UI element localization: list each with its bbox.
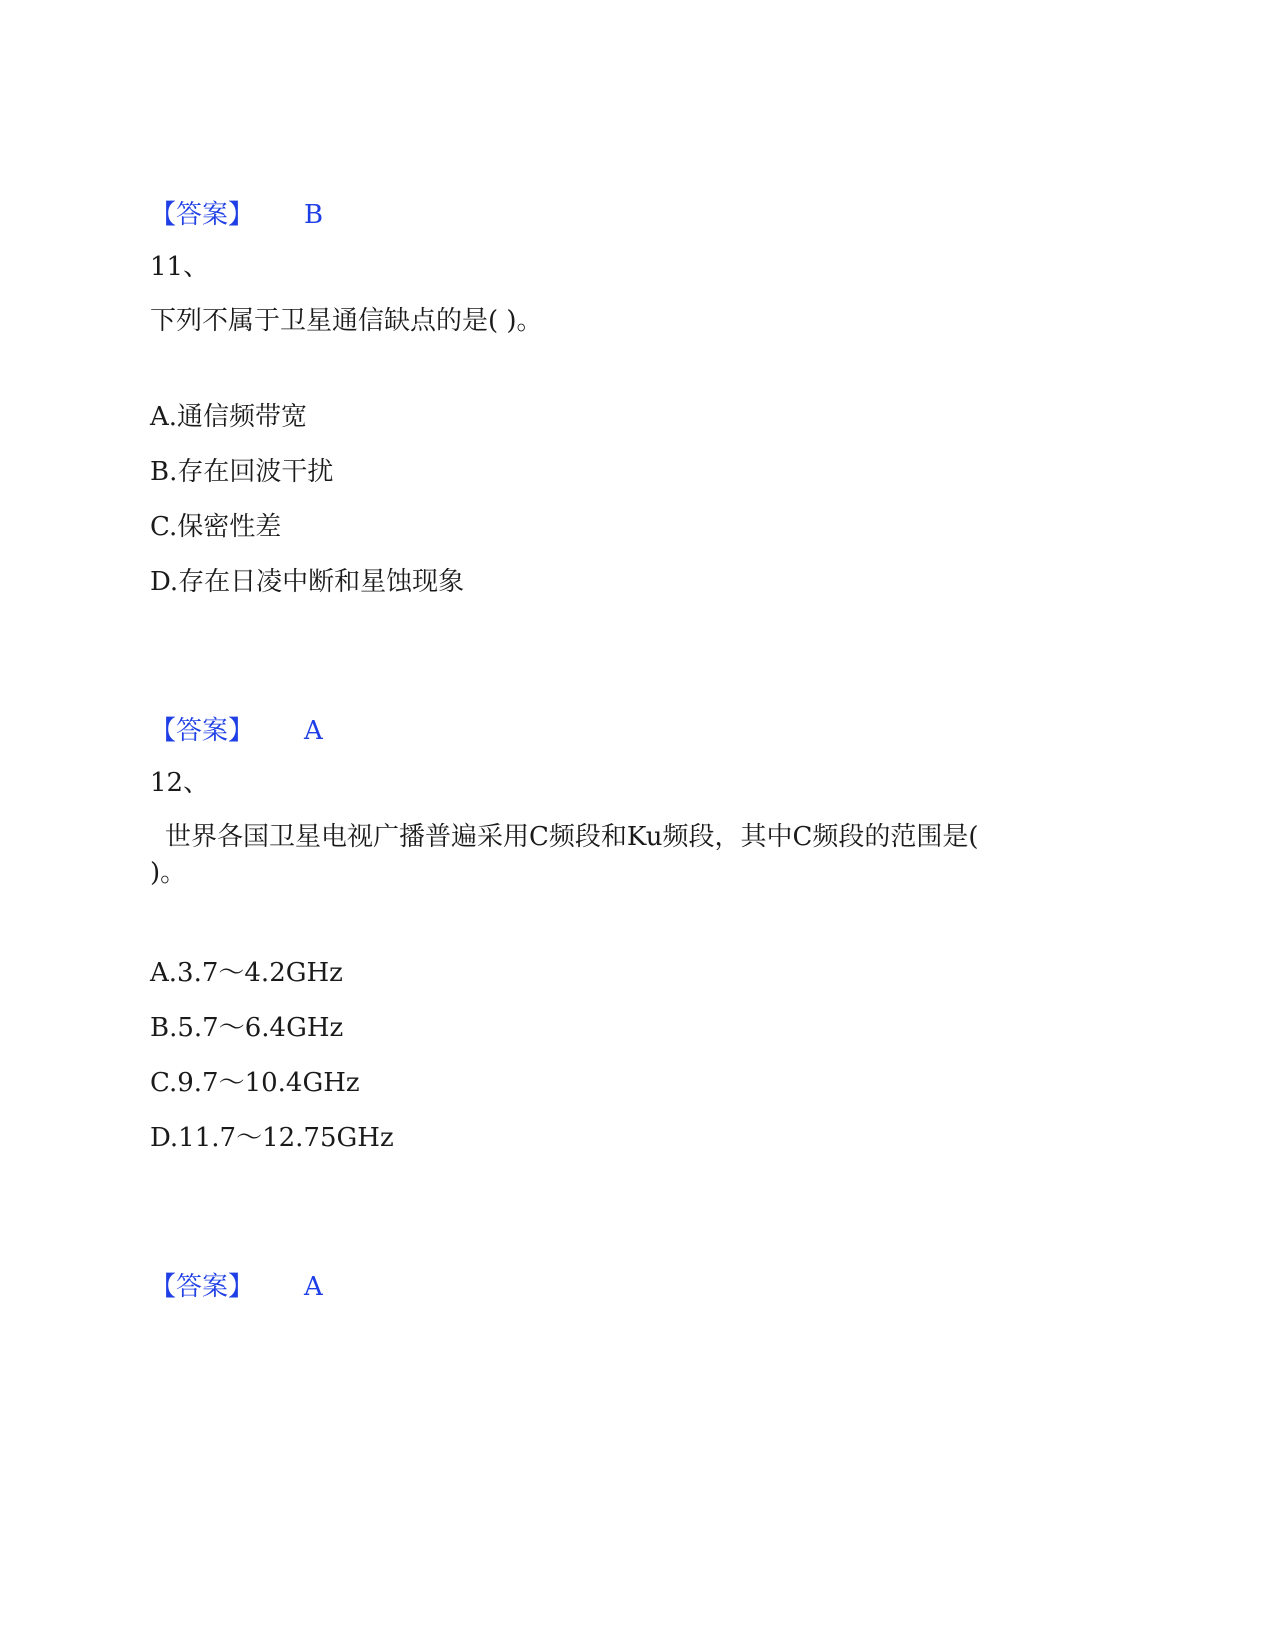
question-number-11: 11、 — [150, 252, 210, 282]
answer-value: A — [304, 716, 323, 746]
question-text-11: 下列不属于卫星通信缺点的是( )。 — [150, 306, 543, 336]
option-12-a: A.3.7～4.2GHz — [150, 958, 343, 988]
option-11-b: B.存在回波干扰 — [150, 457, 334, 487]
option-11-d: D.存在日凌中断和星蚀现象 — [150, 567, 465, 597]
answer-row-12 — [150, 1270, 323, 1304]
answer-label: 【答案】 — [150, 200, 255, 230]
answer-row-10 — [150, 198, 323, 232]
question-number-12: 12、 — [150, 768, 210, 798]
answer-row-11 — [150, 714, 323, 748]
question-text-12-line1: 世界各国卫星电视广播普遍采用C频段和Ku频段，其中C频段的范围是( — [165, 822, 979, 852]
question-text-12-line2: )。 — [150, 858, 187, 888]
answer-label: 【答案】 — [150, 1272, 255, 1302]
option-12-b: B.5.7～6.4GHz — [150, 1013, 344, 1043]
option-11-c: C.保密性差 — [150, 512, 282, 542]
answer-value: A — [304, 1272, 323, 1302]
option-11-a: A.通信频带宽 — [150, 402, 308, 432]
answer-value: B — [304, 200, 324, 230]
option-12-d: D.11.7～12.75GHz — [150, 1123, 394, 1153]
answer-label: 【答案】 — [150, 716, 255, 746]
option-12-c: C.9.7～10.4GHz — [150, 1068, 360, 1098]
